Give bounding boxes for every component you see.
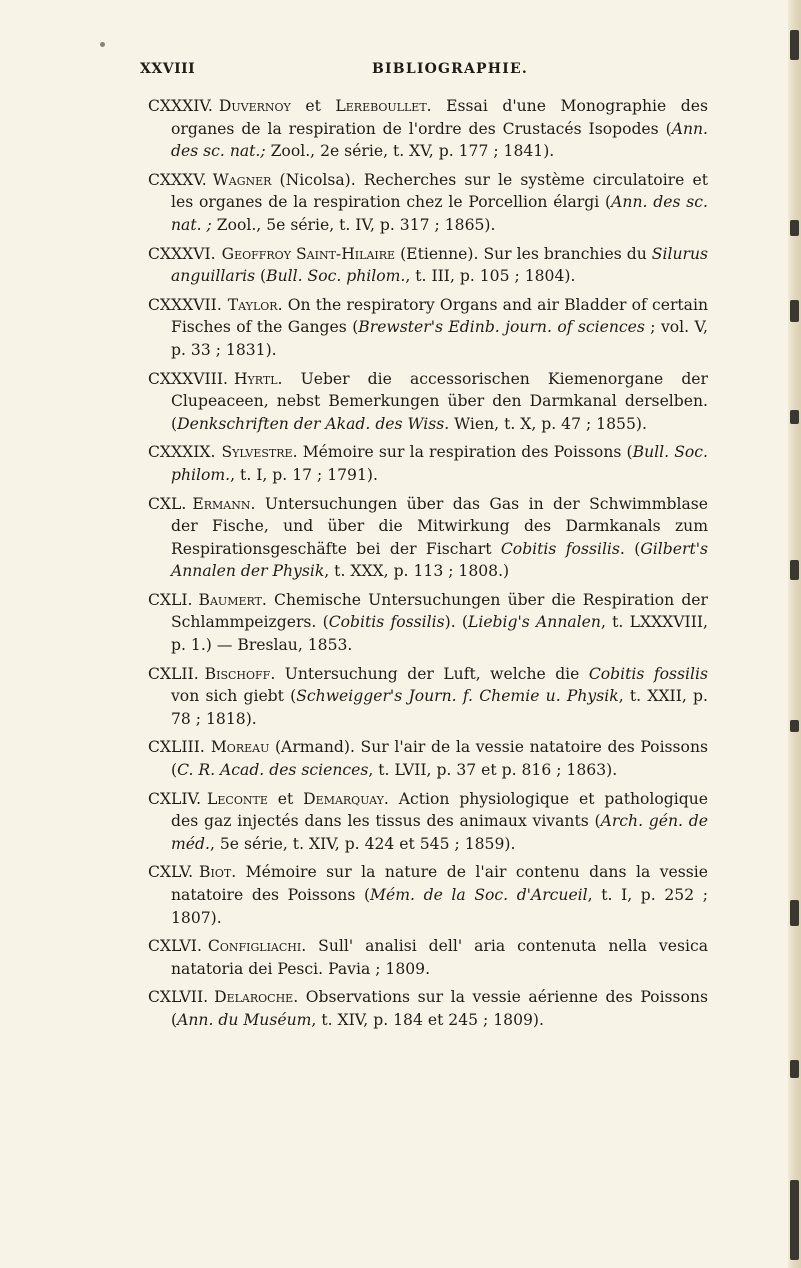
entry-text: , t. XXII, p. 78 ; 1818). (171, 687, 708, 728)
entry-number: CXLVII. (148, 988, 209, 1007)
entry-author: Hyrtl (233, 369, 278, 388)
edge-mark (790, 300, 799, 322)
entry-author: Leconte (207, 789, 268, 808)
entry-number: CXXXIV. (148, 97, 213, 115)
entry-number: CXLV. (148, 863, 194, 882)
entry-number: CXXXV. (148, 170, 207, 189)
entry-author: Sylvestre (221, 443, 293, 462)
entry-number: CXLII. (148, 664, 199, 683)
bibliography-entry (148, 663, 708, 731)
bibliography-entry (148, 935, 708, 980)
entry-text: . Action physiologique et pathologique des gaz injectés dans les tissus des animaux vivants ( (171, 789, 708, 831)
entry-number: CXLIV. (148, 789, 202, 808)
entry-author: Geoffroy Saint-Hilaire (221, 244, 396, 263)
entry-author: Duvernoy (218, 97, 291, 115)
running-title: BIBLIOGRAPHIE. (372, 61, 528, 77)
edge-mark (790, 410, 799, 424)
entry-source-title: Cobitis fossilis (328, 613, 445, 632)
bibliography-entry (148, 243, 708, 288)
entry-source-title: Ann. des sc. nat.; (171, 119, 708, 161)
entry-author: Baumert (198, 590, 262, 609)
entry-source-title: Bull. Soc. philom. (171, 443, 708, 484)
entry-number: CXXXIX. (148, 443, 216, 462)
bibliography-entry (148, 493, 708, 583)
entry-author: Moreau (210, 738, 270, 757)
edge-mark (790, 560, 799, 580)
entry-source-title: Denkschriften der Akad. des Wiss. (177, 414, 450, 433)
entry-text: et (267, 789, 304, 808)
entry-text: . Observations sur la vessie aérienne des Poissons ( (171, 988, 708, 1029)
entry-number: CXXXVI. (148, 244, 216, 263)
entry-text: et (290, 97, 336, 115)
bibliography-entry (148, 368, 708, 436)
bibliography-entry (148, 861, 708, 929)
edge-mark (790, 720, 799, 732)
entry-text: . Sull' analisi dell' aria contenuta nella vesica natatoria dei Pesci. Pavia ; 1809. (171, 937, 708, 978)
entry-author: Biot (199, 863, 232, 882)
entry-number: CXLVI. (148, 937, 202, 956)
entry-source-title: Ann. du Muséum (177, 1010, 312, 1029)
entry-source-title: C. R. Acad. des sciences (177, 761, 369, 780)
page-folio: XXVIII (140, 61, 196, 77)
entry-source-title: Liebig's Annalen (467, 613, 601, 632)
entry-source-title: Bull. Soc. philom. (266, 267, 406, 286)
entry-source-title: Cobitis fossilis (500, 539, 620, 558)
edge-mark (790, 220, 799, 236)
entry-text: ). ( (444, 613, 468, 632)
entry-text: . Mémoire sur la nature de l'air contenu dans la vessie natatoire des Poissons ( (171, 863, 708, 904)
entry-text: , t. III, p. 105 ; 1804). (405, 267, 576, 286)
entry-author: Configliachi (207, 937, 302, 956)
entry-text: . Mémoire sur la respiration des Poissons ( (292, 443, 633, 462)
entry-text: . Essai d'une Monographie des organes de la respiration de l'ordre des Crustacés Isopodes ( (171, 97, 708, 138)
edge-mark (790, 30, 799, 60)
running-head (140, 61, 700, 83)
entry-text: ; vol. V, p. 33 ; 1831). (171, 318, 708, 359)
page-edge (788, 0, 801, 1268)
entry-text: . On the respiratory Organs and air Bladder of certain Fisches of the Ganges ( (171, 295, 708, 337)
entry-text: , t. I, p. 252 ; 1807). (171, 886, 708, 927)
entry-text: von sich giebt ( (171, 687, 297, 706)
entry-author: Ermann (192, 494, 251, 513)
entry-text: . Ueber die accessorischen Kiemenorgane der Clupeaceen, nebst Bemerkungen über den Darmkanal derselben. ( (171, 369, 708, 433)
entry-text: , 5e série, t. XIV, p. 424 et 545 ; 1859). (209, 834, 516, 853)
entry-text: Wien, t. X, p. 47 ; 1855). (449, 414, 647, 433)
entry-source-title: Gilbert's Annalen der Physik (171, 539, 708, 581)
entry-text: ( (255, 267, 267, 286)
entry-source-title: Cobitis fossilis (588, 664, 708, 683)
entry-source-title: Ann. des sc. nat. ; (171, 193, 708, 234)
entry-text: . ( (619, 539, 641, 558)
bibliography-entry (148, 736, 708, 781)
entry-source-title: Silurus anguillaris (171, 244, 708, 286)
entry-number: CXLI. (148, 590, 193, 609)
entry-text: . Chemische Untersuchungen über die Respiration der Schlammpeizgers. ( (171, 590, 708, 632)
entry-source-title: Arch. gén. de méd. (171, 812, 708, 853)
bibliography-entry (148, 95, 708, 163)
bibliography-entry (148, 986, 708, 1031)
entry-text: , t. I, p. 17 ; 1791). (230, 465, 378, 484)
entry-author: Delaroche (214, 988, 294, 1007)
bibliography-entry (148, 169, 708, 237)
entry-author: Taylor (227, 295, 278, 314)
entry-number: CXLIII. (148, 738, 205, 757)
entry-text: (Armand). Sur l'air de la vessie natatoire des Poissons ( (171, 738, 708, 780)
bibliography-entry (148, 441, 708, 486)
bibliography-entry (148, 589, 708, 657)
entry-text: Zool., 5e série, t. IV, p. 317 ; 1865). (211, 215, 496, 234)
entry-author: Wagner (212, 170, 272, 189)
bibliography-entry (148, 294, 708, 362)
entry-text: (Etienne). Sur les branchies du (395, 244, 652, 263)
entry-source-title: Brewster's Edinb. journ. of sciences (358, 318, 645, 337)
entry-number: CXXXVIII. (148, 369, 228, 388)
entry-text: Zool., 2e série, t. XV, p. 177 ; 1841). (265, 142, 555, 161)
entry-author: Lereboullet (335, 97, 427, 115)
bibliography-entry (148, 788, 708, 856)
entry-source-title: Mém. de la Soc. d'Arcueil (370, 886, 588, 904)
entry-text: . Untersuchung der Luft, welche die (270, 664, 589, 683)
entry-text: , t. XXX, p. 113 ; 1808.) (324, 562, 510, 581)
entry-text: , t. XIV, p. 184 et 245 ; 1809). (311, 1010, 544, 1029)
entry-author: Demarquay (303, 789, 384, 808)
entry-text: , t. LXXXVIII, p. 1.) — Breslau, 1853. (171, 613, 708, 655)
entry-number: CXXXVII. (148, 295, 222, 314)
entry-text: , t. LVII, p. 37 et p. 816 ; 1863). (368, 761, 618, 780)
entry-text: . Untersuchungen über das Gas in der Schwimmblase der Fische, und über die Mitwirkung des Darmkanals zum Respirationsgeschäfte bei der Fischart (171, 494, 708, 558)
edge-mark (790, 1180, 799, 1260)
entry-text: (Nicolsa). Recherches sur le système circulatoire et les organes de la respiration chez le Porcellion élargi ( (171, 170, 708, 212)
bibliography-list (148, 95, 708, 1038)
edge-mark (790, 900, 799, 926)
edge-mark (790, 1060, 799, 1078)
entry-number: CXL. (148, 494, 187, 513)
entry-source-title: Schweigger's Journ. f. Chemie u. Physik (296, 687, 619, 706)
entry-author: Bischoff (204, 664, 271, 683)
page-speck (100, 42, 105, 47)
